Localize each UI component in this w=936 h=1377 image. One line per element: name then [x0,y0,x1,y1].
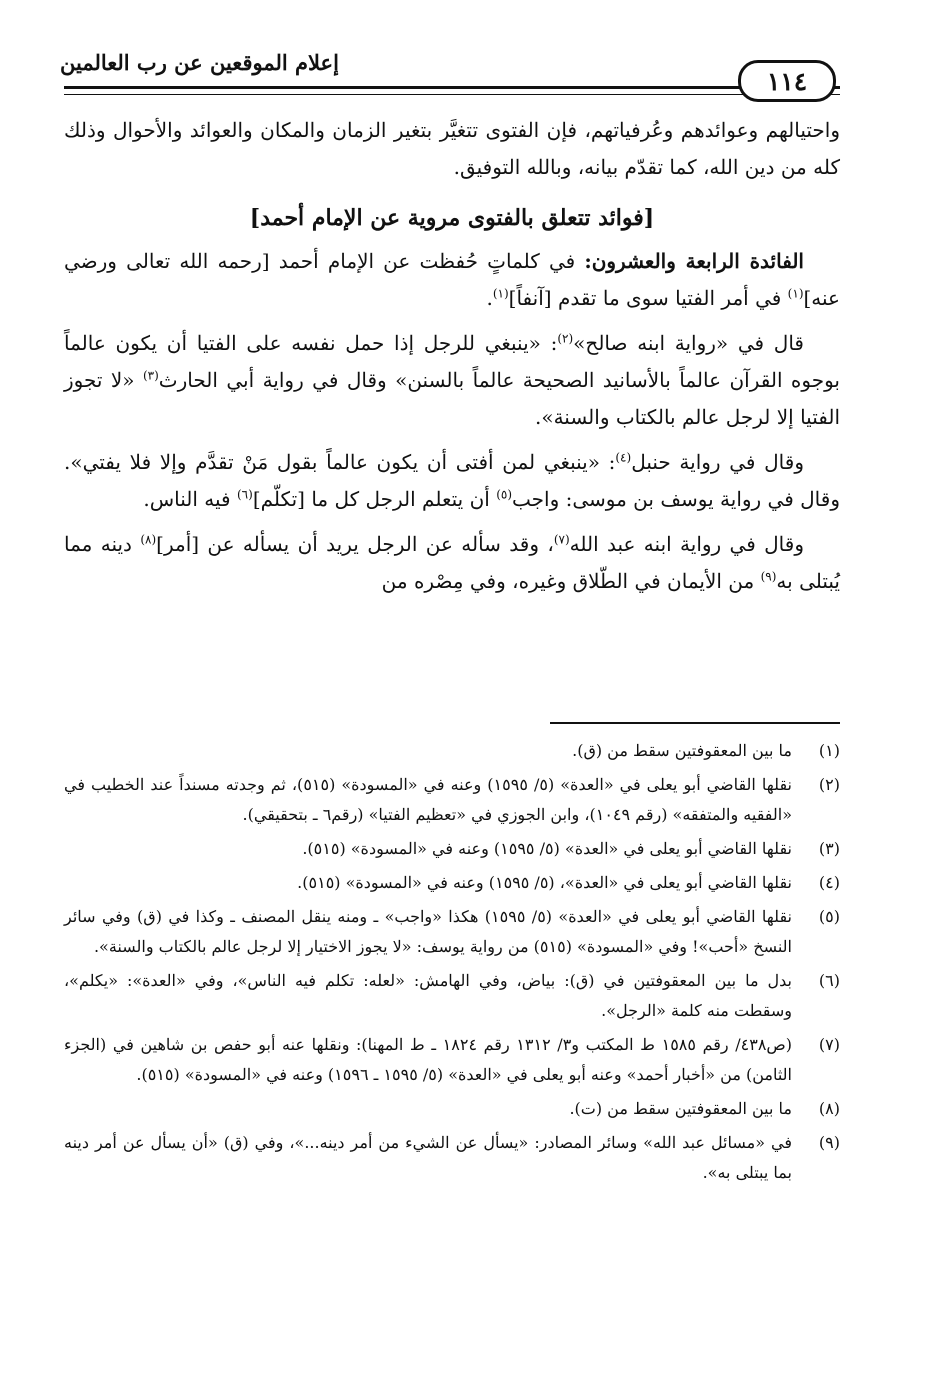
paragraph-text: «لا تجوز الفتيا إلا لرجل عالم بالكتاب والسنة». [64,368,840,429]
footnote-ref[interactable]: (٨) [140,532,157,547]
footnote-number: (٧) [818,1035,840,1054]
paragraph-benefit-24 [64,243,840,317]
main-text [64,112,840,608]
footnote-text: نقلها القاضي أبو يعلى في «العدة»، (٥/ ١٥٩٥) وعنه في «المسودة» (٥١٥). [297,873,792,892]
footnote-text: بدل ما بين المعقوفتين في (ق): بياض، وفي الهامش: «لعله: تكلم فيه الناس»، وفي «العدة»: «يكلم»، وسقطت منه كلمة «الرجل». [64,971,792,1020]
section-heading: [فوائد تتعلق بالفتوى مروية عن الإمام أحمد] [249,205,655,231]
footnote-item [64,966,840,1026]
footnote-number: (٤) [818,873,840,892]
footnote-number: (١) [818,741,840,760]
paragraph-lead: الفائدة الرابعة والعشرون: [584,249,804,273]
paragraph-text: من الأيمان في الطّلاق وغيره، وفي مِصْره من [381,569,761,593]
footnote-number: (٢) [818,775,840,794]
page-number-badge [738,60,836,102]
footnote-ref[interactable]: (٦) [236,487,253,502]
footnote-item [64,770,840,830]
footnote-ref[interactable]: (٩) [760,569,777,584]
header-rule-thick [64,86,840,89]
paragraph-text: ، وقد سأله عن الرجل يريد أن يسأله عن [أمر] [156,532,554,556]
footnote-number: (٨) [818,1099,840,1118]
footnote-item [64,1094,840,1124]
paragraph-text: أن يتعلم الرجل كل ما [تكلّم] [252,487,497,511]
footnote-item [64,1128,840,1188]
footnote-text: (ص٤٣٨/ رقم ١٥٨٥ ط المكتب و٣/ ١٣١٢ رقم ١٨٢٤ ـ ط المهنا): ونقلها عنه أبو حفص بن شاهين في (الجزء الثامن) من «أخبار أحمد» وعنه أبو يعلى في «العدة» (٥/ ١٥٩٥ ـ ١٥٩٦) وعنه في «المسودة» (٥١٥). [64,1035,793,1084]
footnotes [64,736,840,1192]
paragraph-salih [64,325,840,436]
footnote-ref[interactable]: (٤) [615,450,632,465]
paragraph-text: : «ينبغي لمن أفتى أن يكون عالماً بقول مَنْ تقدَّم وإلا فلا يفتي». وقال في رواية يوسف بن موسى: واجب [64,450,840,511]
running-header-title: إعلام الموقعين عن رب العالمين [60,50,339,75]
footnote-text: نقلها القاضي أبو يعلى في «العدة» (٥/ ١٥٩٥) وعنه في «المسودة» (٥١٥)، ثم وجدته مسنداً عند الخطيب في «الفقيه والمتفقه» (رقم ١٠٤٩)، وابن الجوزي في «تعظيم الفتيا» (رقم٦ ـ بتحقيقي). [64,775,792,824]
paragraph-abdullah [64,526,840,600]
header-rule-thin [64,94,840,95]
footnote-item [64,736,840,766]
intro-paragraph: واحتيالهم وعوائدهم وعُرفياتهم، فإن الفتوى تتغيَّر بتغير الزمان والمكان والعوائد والأحوال وذلك كله من دين الله، كما تقدّم بيانه، وبالله التوفيق. [64,118,840,179]
footnote-text: ما بين المعقوفتين سقط من (ق). [572,741,792,760]
footnote-item [64,1030,840,1090]
footnote-text: نقلها القاضي أبو يعلى في «العدة» (٥/ ١٥٩٥) هكذا «واجب» ـ ومنه ينقل المصنف ـ وكذا في (ق) وفي سائر النسخ «أحب»! وفي «المسودة» (٥١٥) من رواية يوسف: «لا يجوز الاختيار إلا لرجل عالم بالكتاب والسنة». [64,907,792,956]
footnote-number: (٥) [818,907,840,926]
footnote-text: في «مسائل عبد الله» وسائر المصادر: «يسأل عن الشيء من أمر دينه...»، وفي (ق) «أن يسأل عن أمر دينه بما يبتلى به». [64,1133,793,1182]
footnote-ref[interactable]: (٧) [553,532,570,547]
paragraph-text: وقال في رواية حنبل [631,450,804,474]
footnote-ref[interactable]: (١) [787,286,804,301]
paragraph-hanbal [64,444,840,518]
paragraph-text: وقال في رواية ابنه عبد الله [569,532,804,556]
footnote-item [64,868,840,898]
paragraph-text: : «ينبغي للرجل إذا حمل نفسه على الفتيا أن يكون عالماً بوجوه القرآن عالماً بالأسانيد الصحيحة عالماً بالسنن» وقال في رواية أبي الحارث [64,331,840,392]
footnote-text: نقلها القاضي أبو يعلى في «العدة» (٥/ ١٥٩٥) وعنه في «المسودة» (٥١٥). [302,839,792,858]
page-number: ١١٤ [766,66,808,96]
footnote-number: (٩) [818,1133,840,1152]
footnote-number: (٦) [818,971,840,990]
footnote-item [64,834,840,864]
paragraph-text: . [486,286,493,310]
paragraph-text: قال في «رواية ابنه صالح» [573,331,804,355]
footnote-separator [550,722,840,724]
footnote-ref[interactable]: (٥) [496,487,513,502]
paragraph-text: في أمر الفتيا سوى ما تقدم [آنفاً] [508,286,788,310]
footnote-number: (٣) [818,839,840,858]
paragraph-text: فيه الناس. [143,487,237,511]
footnote-item [64,902,840,962]
footnote-ref[interactable]: (٣) [142,368,159,383]
footnote-ref[interactable]: (٢) [557,331,574,346]
footnote-ref[interactable]: (١) [492,286,509,301]
footnote-text: ما بين المعقوفتين سقط من (ت). [569,1099,792,1118]
paragraph-text: في كلماتٍ حُفظت عن الإمام أحمد [رحمه الله تعالى ورضي عنه] [64,249,840,310]
paragraph-text: دينه مما يُبتلى به [64,532,840,593]
